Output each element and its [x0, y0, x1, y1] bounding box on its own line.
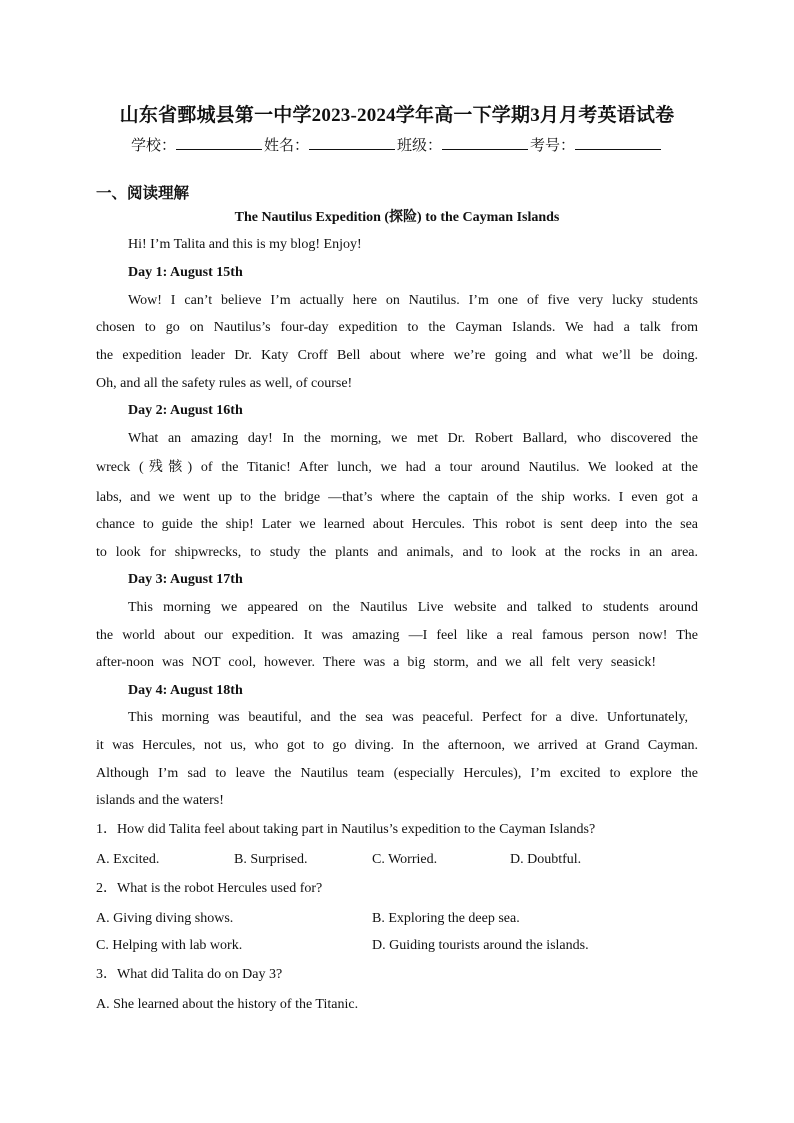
class-blank[interactable]: [442, 134, 528, 150]
option-d[interactable]: D. Doubtful.: [510, 852, 582, 867]
question-stem: 3．What did Talita do on Day 3?: [96, 967, 283, 982]
exam-title: 山东省鄄城县第一中学2023-2024学年高一下学期3月月考英语试卷: [119, 105, 675, 126]
day2-line: wreck (残骸) of the Titanic! After lunch, we had a tour around Nautilus. We looked at the: [96, 460, 698, 475]
day2-heading: Day 2: August 16th: [128, 403, 243, 418]
option-c[interactable]: C. Worried.: [372, 852, 438, 867]
day3-heading: Day 3: August 17th: [128, 572, 243, 587]
day4-line: Although I’m sad to leave the Nautilus team (especially Hercules), I’m excited to explore the: [96, 766, 698, 781]
day3-line: after-noon was NOT cool, however. There was a big storm, and we all felt very seasick!: [96, 655, 656, 670]
day4-heading: Day 4: August 18th: [128, 683, 243, 698]
question-stem: 1．How did Talita feel about taking part in Nautilus’s expedition to the Cayman Islands?: [96, 822, 596, 837]
option-d[interactable]: D. Guiding tourists around the islands.: [372, 938, 589, 953]
student-info-line: [0, 134, 794, 155]
day1-line: Oh, and all the safety rules as well, of course!: [96, 376, 353, 391]
day4-line: islands and the waters!: [96, 793, 224, 808]
day1-line: chosen to go on Nautilus’s four-day expedition to the Cayman Islands. We had a talk from: [96, 320, 698, 335]
option-b[interactable]: B. Exploring the deep sea.: [372, 911, 520, 926]
day3-line: This morning we appeared on the Nautilus Live website and talked to students around: [128, 600, 698, 615]
name-blank[interactable]: [309, 134, 395, 150]
class-label: 班级：: [397, 138, 443, 154]
number-blank[interactable]: [575, 134, 661, 150]
day2-line: to look for shipwrecks, to study the plants and animals, and to look at the rocks in an area.: [96, 545, 698, 560]
name-label: 姓名：: [263, 138, 309, 154]
day2-line: What an amazing day! In the morning, we met Dr. Robert Ballard, who discovered the: [128, 431, 698, 446]
day2-line: chance to guide the ship! Later we learned about Hercules. This robot is sent deep into the sea: [96, 517, 698, 532]
day4-line: This morning was beautiful, and the sea was peaceful. Perfect for a dive. Unfortunately,: [128, 710, 688, 725]
day4-line: it was Hercules, not us, who got to go diving. In the afternoon, we arrived at Grand Cayman.: [96, 738, 698, 753]
option-b[interactable]: B. Surprised.: [234, 852, 308, 867]
day1-line: the expedition leader Dr. Katy Croff Bell about where we’re going and what we’ll be doing.: [96, 348, 698, 363]
option-a[interactable]: A. She learned about the history of the Titanic.: [96, 997, 359, 1012]
day2-line: labs, and we went up to the bridge —that’s where the captain of the ship works. I even got a: [96, 490, 698, 505]
passage-intro: Hi! I’m Talita and this is my blog! Enjoy!: [128, 237, 362, 252]
school-label: 学校：: [130, 138, 176, 154]
passage-title: The Nautilus Expedition (探险) to the Cayman Islands: [234, 210, 560, 225]
question-stem: 2．What is the robot Hercules used for?: [96, 881, 323, 896]
day3-line: the world about our expedition. It was amazing —I feel like a real famous person now! The: [96, 628, 698, 643]
option-a[interactable]: A. Giving diving shows.: [96, 911, 234, 926]
school-blank[interactable]: [176, 134, 262, 150]
day1-heading: Day 1: August 15th: [128, 265, 243, 280]
option-a[interactable]: A. Excited.: [96, 852, 160, 867]
day1-line: Wow! I can’t believe I’m actually here on Nautilus. I’m one of five very lucky students: [128, 293, 698, 308]
option-c[interactable]: C. Helping with lab work.: [96, 938, 243, 953]
section-heading: 一、阅读理解: [96, 185, 190, 202]
number-label: 考号：: [530, 138, 576, 154]
